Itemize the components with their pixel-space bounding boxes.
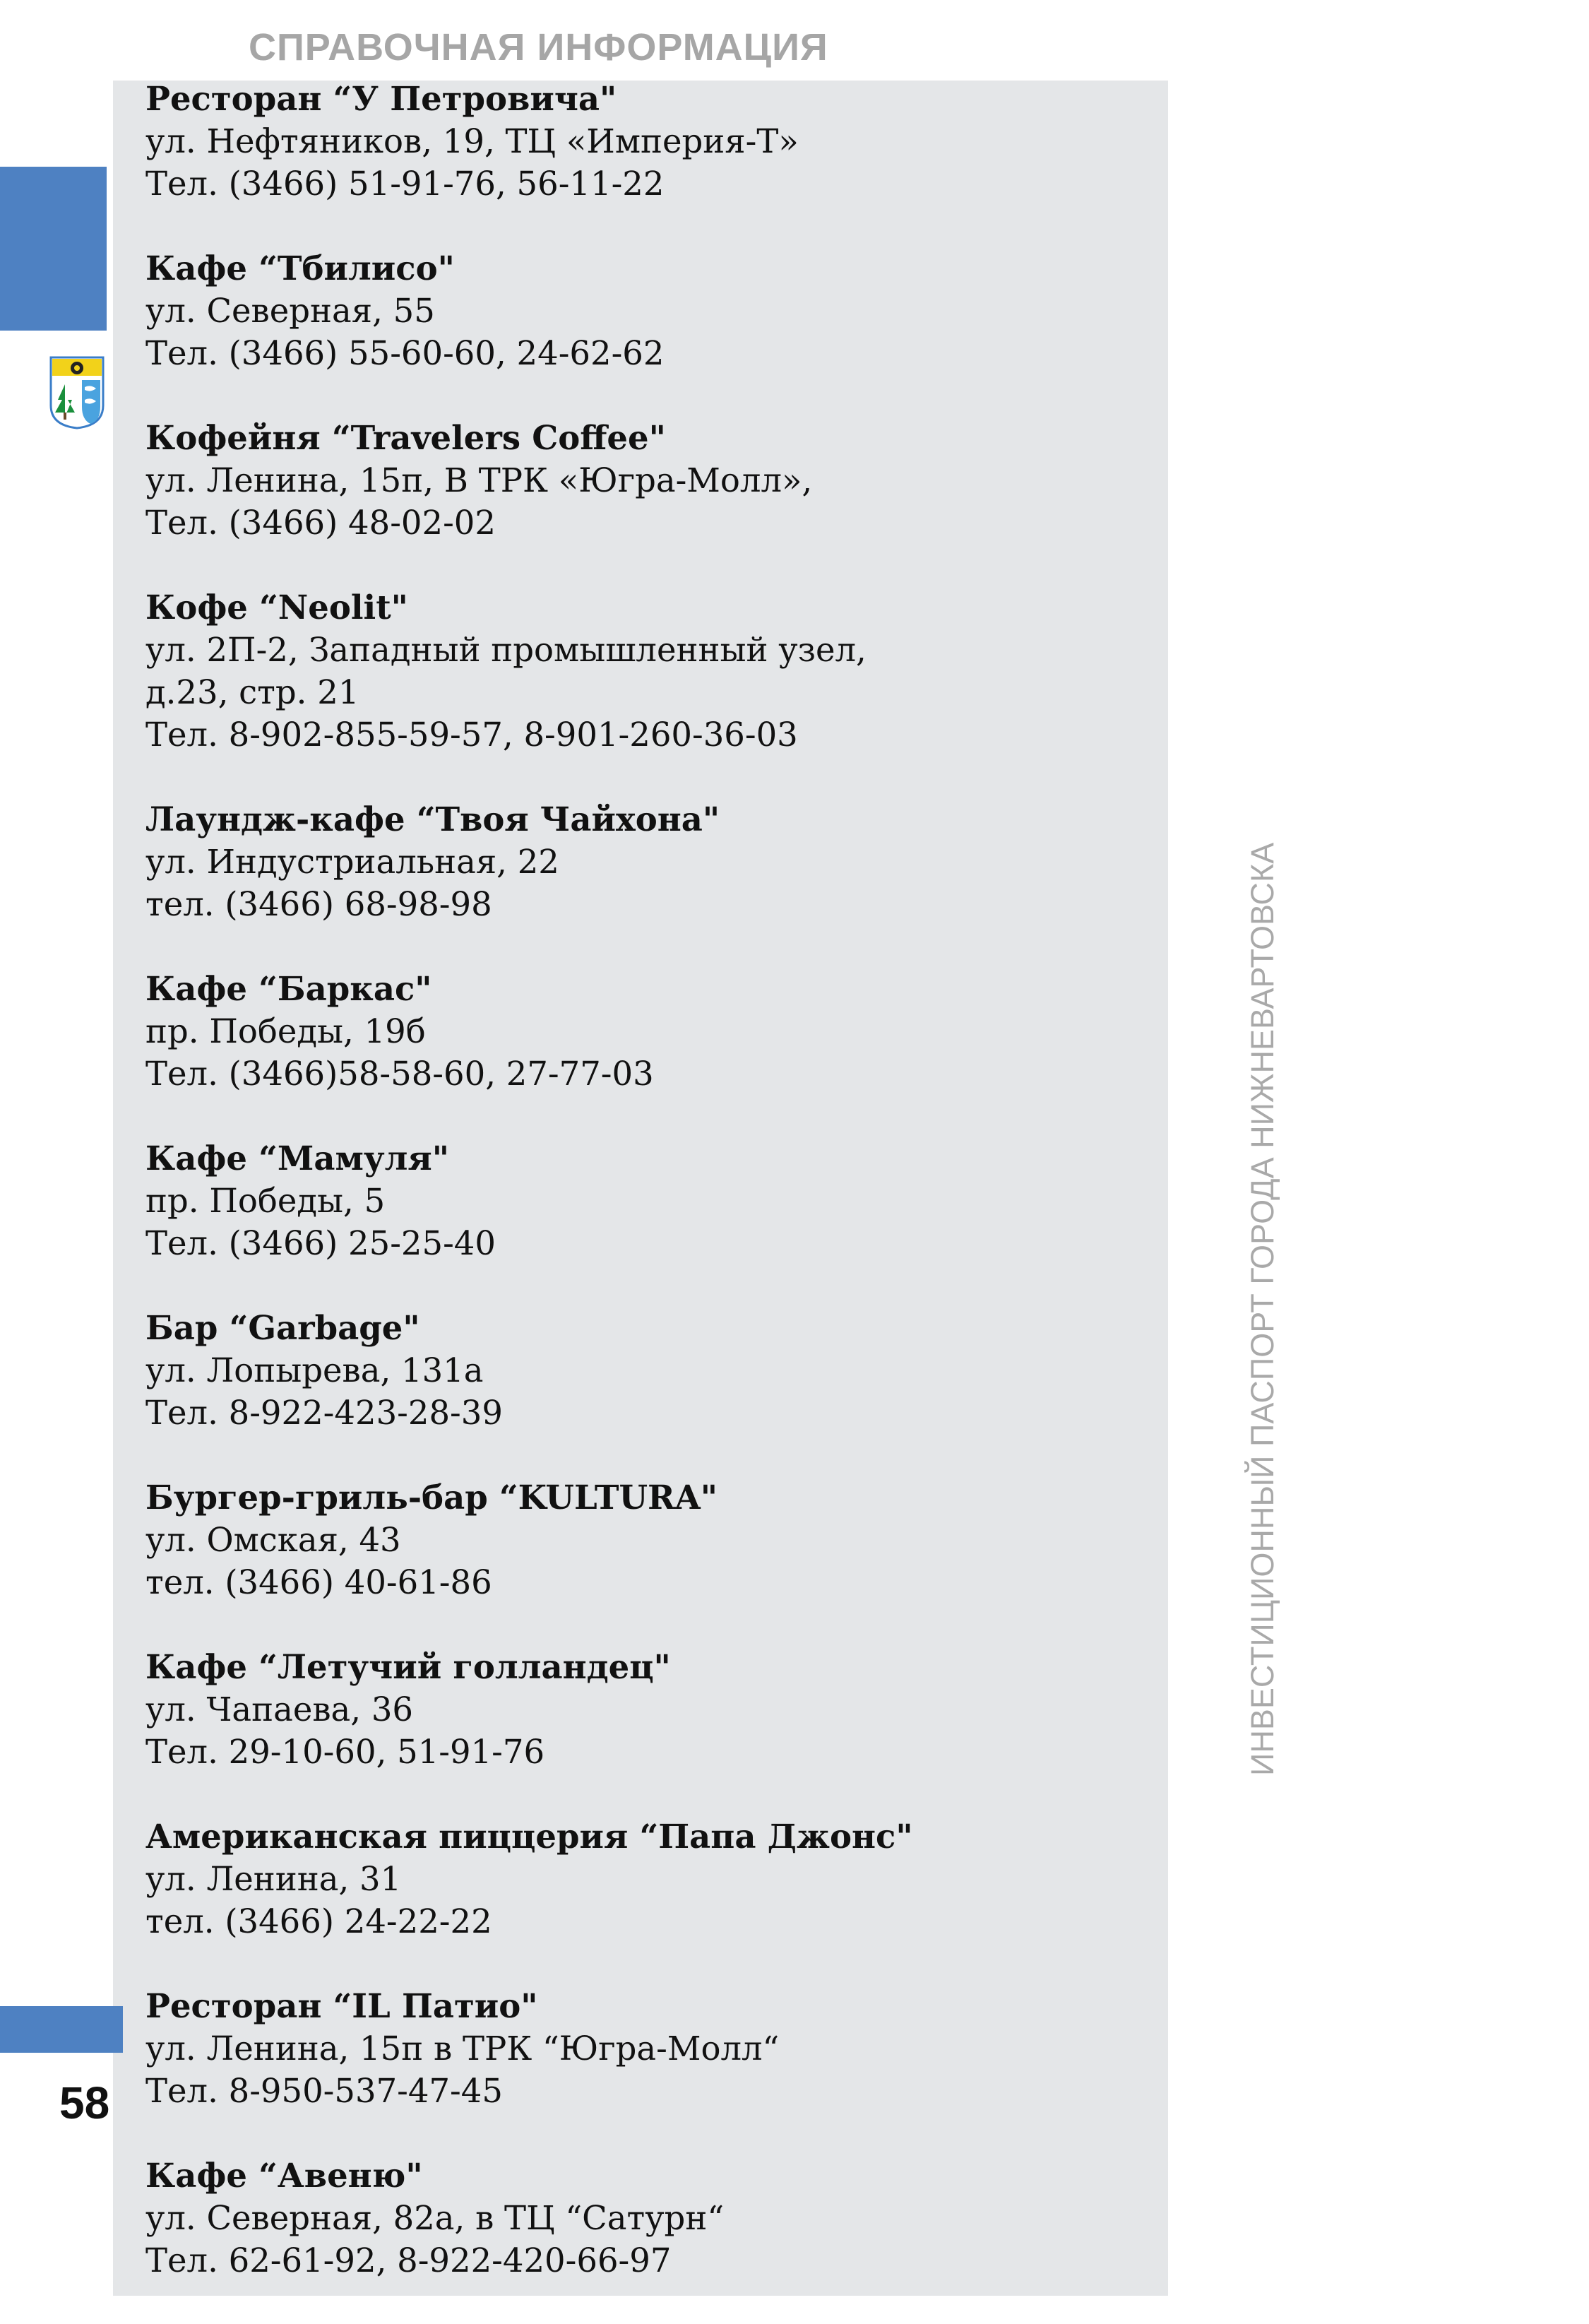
entry-address: ул. 2П-2, Западный промышленный узел, (145, 631, 867, 669)
entry-name: Ресторан “У Петровича" (145, 79, 617, 118)
entry-address: ул. Нефтяников, 19, ТЦ «Империя-Т» (145, 122, 799, 160)
entry-phone: Тел. 8-902-855-59-57, 8-901-260-36-03 (145, 716, 798, 754)
entry-name: Ресторан “IL Патио" (145, 1986, 538, 2025)
entry-phone: Тел. 8-922-423-28-39 (145, 1394, 503, 1432)
entry-address: ул. Индустриальная, 22 (145, 843, 559, 881)
directory-entry (145, 417, 1148, 544)
page-number: 58 (59, 2077, 110, 2128)
entry-name: Бургер-гриль-бар “KULTURA" (145, 1478, 718, 1517)
directory-entry (145, 1815, 1148, 1943)
page-number-tab (0, 2006, 123, 2053)
entry-name: Кафе “Мамуля" (145, 1139, 450, 1178)
directory-entry (145, 1476, 1148, 1603)
entry-phone: Тел. 29-10-60, 51-91-76 (145, 1733, 545, 1771)
entry-address: ул. Ленина, 15п, В ТРК «Югра-Молл», (145, 461, 813, 499)
entry-address: ул. Ленина, 15п в ТРК “Югра-Молл“ (145, 2029, 780, 2068)
directory-entry (145, 968, 1148, 1095)
entry-address: ул. Чапаева, 36 (145, 1690, 413, 1729)
entry-name: Кафе “Баркас" (145, 969, 432, 1008)
entry-phone: Тел. 8-950-537-47-45 (145, 2072, 503, 2110)
entry-phone: тел. (3466) 68-98-98 (145, 885, 492, 923)
document-title-vertical: ИНВЕСТИЦИОННЫЙ ПАСПОРТ ГОРОДА НИЖНЕВАРТОВСКА (1244, 842, 1280, 1776)
entry-phone: Тел. 62-61-92, 8-922-420-66-97 (145, 2241, 672, 2279)
entry-address: пр. Победы, 19б (145, 1012, 426, 1050)
entry-name: Кофе “Neolit" (145, 588, 408, 627)
entry-address: ул. Лопырева, 131а (145, 1351, 484, 1389)
section-tab (0, 167, 107, 331)
entry-phone: Тел. (3466) 25-25-40 (145, 1224, 496, 1262)
entry-name: Американская пиццерия “Папа Джонс" (145, 1817, 913, 1856)
entry-address: ул. Ленина, 31 (145, 1860, 402, 1898)
entry-phone: тел. (3466) 24-22-22 (145, 1902, 492, 1940)
entry-address: пр. Победы, 5 (145, 1182, 386, 1220)
directory-entry (145, 1985, 1148, 2112)
city-coat-of-arms-icon (49, 356, 105, 429)
entry-name: Кафе “Тбилисо" (145, 249, 455, 287)
directory-entry (145, 78, 1148, 205)
directory-entry (145, 586, 1148, 756)
directory-entry (145, 1137, 1148, 1264)
directory-entry (145, 1646, 1148, 1773)
directory-list (145, 78, 1148, 2324)
entry-phone: Тел. (3466)58-58-60, 27-77-03 (145, 1055, 654, 1093)
entry-address: ул. Северная, 55 (145, 292, 435, 330)
directory-entry (145, 2154, 1148, 2282)
entry-phone: тел. (3466) 40-61-86 (145, 1563, 492, 1601)
entry-name: Лаундж-кафе “Твоя Чайхона" (145, 800, 720, 838)
entry-address: ул. Северная, 82а, в ТЦ “Сатурн“ (145, 2199, 725, 2237)
entry-name: Кафе “Летучий голландец" (145, 1647, 671, 1686)
directory-entry (145, 247, 1148, 374)
page-header: СПРАВОЧНАЯ ИНФОРМАЦИЯ (249, 26, 828, 69)
directory-entry (145, 798, 1148, 925)
entry-address: д.23, стр. 21 (145, 673, 359, 711)
directory-entry (145, 1307, 1148, 1434)
entry-name: Кофейня “Travelers Coffee" (145, 418, 666, 457)
entry-phone: Тел. (3466) 48-02-02 (145, 504, 496, 542)
entry-name: Кафе “Авеню" (145, 2156, 423, 2195)
entry-address: ул. Омская, 43 (145, 1521, 401, 1559)
entry-name: Бар “Garbage" (145, 1308, 420, 1347)
entry-phone: Тел. (3466) 55-60-60, 24-62-62 (145, 334, 665, 372)
entry-phone: Тел. (3466) 51-91-76, 56-11-22 (145, 165, 665, 203)
